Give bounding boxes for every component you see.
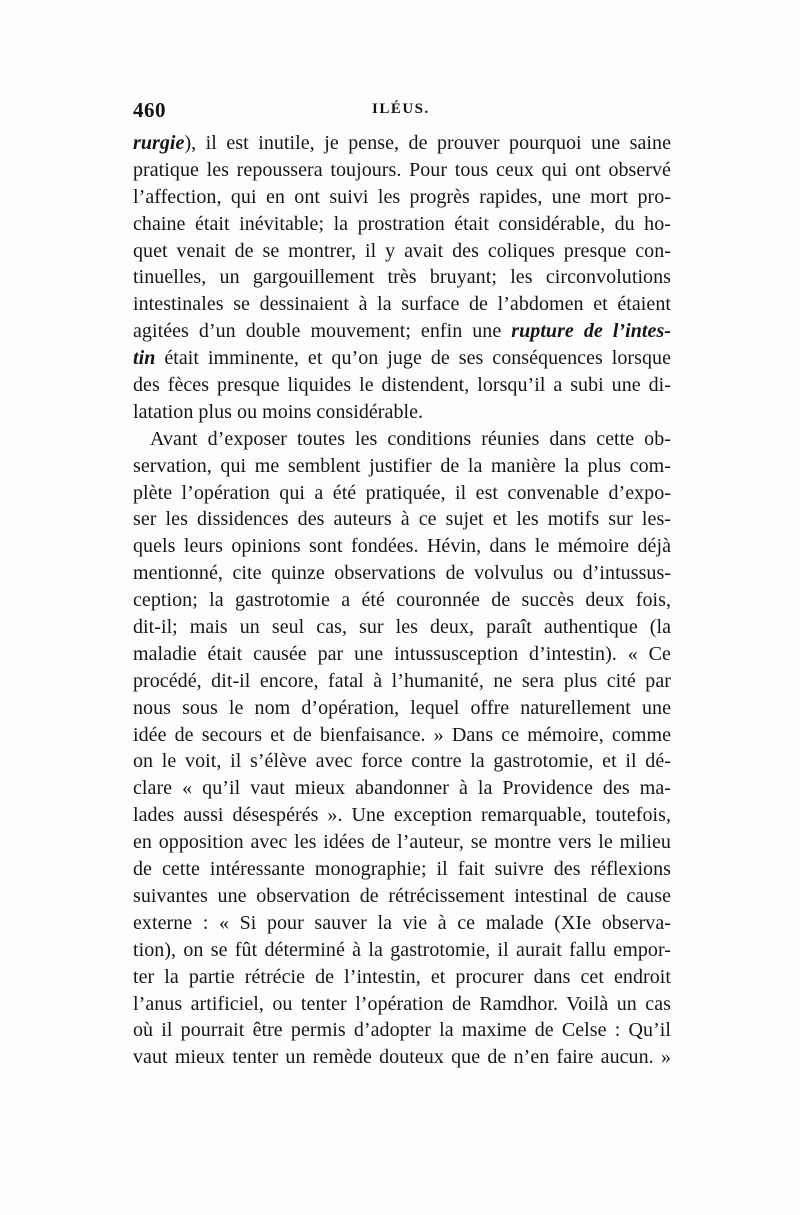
page-header bbox=[133, 98, 673, 122]
text-line: chaine était inévitable; la prostration était considérable, du ho- bbox=[133, 212, 671, 235]
italic-text: rurgie bbox=[133, 132, 185, 154]
text-line: maladie était causée par une intussusception d’intestin). « Ce bbox=[133, 642, 671, 665]
text-line: mentionné, cite quinze observations de volvulus ou d’intussus- bbox=[133, 562, 671, 585]
text-line: l’affection, qui en ont suivi les progrès rapides, une mort pro- bbox=[133, 185, 671, 208]
text-line: quels leurs opinions sont fondées. Hévin, dans le mémoire déjà bbox=[133, 535, 671, 558]
text-line: lades aussi désespérés ». Une exception remarquable, toutefois, bbox=[133, 804, 671, 827]
body-text bbox=[133, 130, 671, 1071]
text-line: suivantes une observation de rétrécissement intestinal de cause bbox=[133, 884, 671, 907]
text-line: de cette intéressante monographie; il fait suivre des réflexions bbox=[133, 858, 671, 881]
text-span: agitées d’un double mouvement; enfin une bbox=[133, 320, 512, 343]
text-line: où il pourrait être permis d’adopter la maxime de Celse : Qu’il bbox=[133, 1019, 671, 1042]
text-line: clare « qu’il vaut mieux abandonner à la Providence des ma- bbox=[133, 777, 671, 800]
text-line: nous sous le nom d’opération, lequel offre naturellement une bbox=[133, 696, 671, 719]
text-line: quet venait de se montrer, il y avait des coliques presque con- bbox=[133, 239, 671, 262]
text-line: externe : « Si pour sauver la vie à ce malade (XIe observa- bbox=[133, 911, 671, 934]
text-line: plète l’opération qui a été pratiquée, il est convenable d’expo- bbox=[133, 481, 671, 504]
text-line: tion), on se fût déterminé à la gastrotomie, il aurait fallu empor- bbox=[133, 938, 671, 961]
text-line: ser les dissidences des auteurs à ce sujet et les motifs sur les- bbox=[133, 508, 671, 531]
text-line: Avant d’exposer toutes les conditions réunies dans cette ob- bbox=[150, 427, 671, 450]
page-number: 460 bbox=[133, 98, 166, 122]
text-line: intestinales se dessinaient à la surface de l’abdomen et étaient bbox=[133, 293, 671, 316]
text-line: en opposition avec les idées de l’auteur, se montre vers le milieu bbox=[133, 831, 671, 854]
text-line: pratique les repoussera toujours. Pour tous ceux qui ont observé bbox=[133, 158, 671, 181]
running-head: ILÉUS. bbox=[372, 101, 430, 117]
text-line: procédé, dit-il encore, fatal à l’humanité, ne sera plus cité par bbox=[133, 669, 671, 692]
text-line bbox=[133, 130, 671, 157]
text-line: ter la partie rétrécie de l’intestin, et procurer dans cet endroit bbox=[133, 965, 671, 988]
text-line bbox=[133, 345, 671, 372]
text-line: latation plus ou moins considérable. bbox=[133, 400, 424, 423]
italic-text: rupture de l’intes- bbox=[511, 320, 671, 343]
text-line: l’anus artificiel, ou tenter l’opération de Ramdhor. Voilà un cas bbox=[133, 992, 671, 1015]
text-span: était imminente, et qu’on juge de ses conséquences lorsque bbox=[155, 347, 671, 370]
text-line: tinuelles, un gargouillement très bruyant; les circonvolutions bbox=[133, 266, 671, 289]
text-line: on le voit, il s’élève avec force contre la gastrotomie, et il dé- bbox=[133, 750, 671, 773]
text-line: vaut mieux tenter un remède douteux que de n’en faire aucun. » bbox=[133, 1046, 671, 1069]
text-line bbox=[133, 318, 671, 345]
text-line: ception; la gastrotomie a été couronnée de succès deux fois, bbox=[133, 589, 671, 612]
text-span: ), il est inutile, je pense, de prouver pourquoi une saine bbox=[184, 132, 671, 154]
text-line: des fèces presque liquides le distendent, lorsqu’il a subi une di- bbox=[133, 374, 671, 397]
text-line: idée de secours et de bienfaisance. » Dans ce mémoire, comme bbox=[133, 723, 671, 746]
text-line: dit-il; mais un seul cas, sur les deux, paraît authentique (la bbox=[133, 616, 671, 639]
text-line: servation, qui me semblent justifier de la manière la plus com- bbox=[133, 454, 671, 477]
italic-text: tin bbox=[133, 347, 156, 370]
